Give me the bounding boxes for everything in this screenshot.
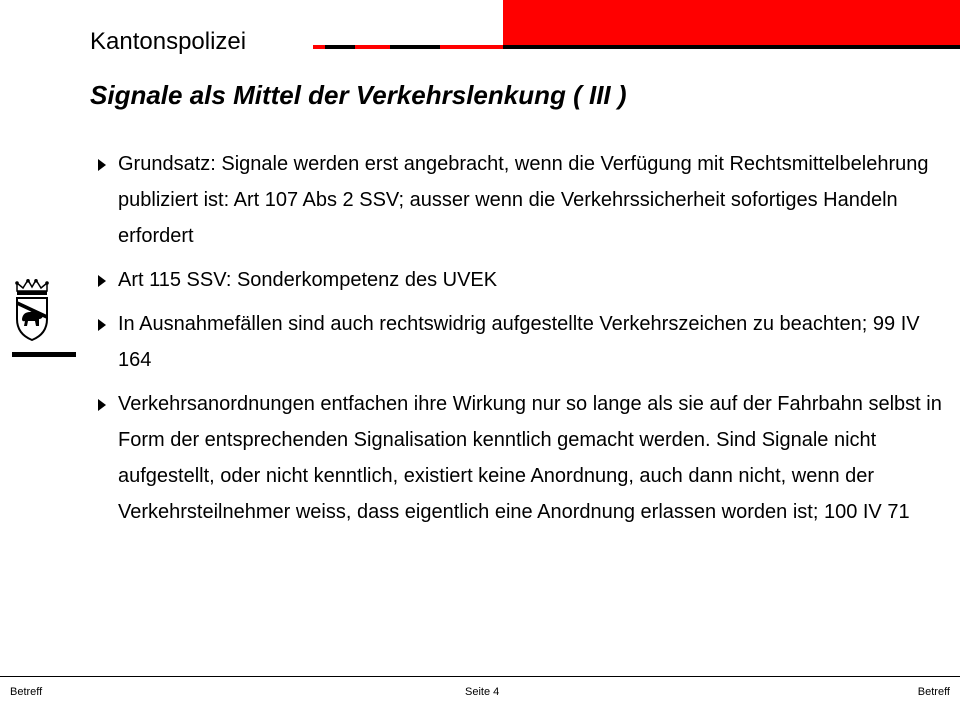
bullet-item [98,306,948,378]
footer-page-number: Seite 4 [465,686,500,698]
header-stripe-red [313,45,325,49]
org-name: Kantonspolizei [90,28,247,55]
footer-left-text: Betreff [10,686,43,698]
header-stripe-red [355,45,390,49]
bullet-item [98,262,948,298]
header-stripe-black [325,45,355,49]
triangle-bullet-icon [98,319,106,331]
coat-of-arms-bar [12,352,76,357]
bullet-item [98,146,948,254]
header-red-block [503,0,960,45]
triangle-bullet-icon [98,399,106,411]
triangle-bullet-icon [98,159,106,171]
header-stripe-black [503,45,960,49]
bern-coat-of-arms-icon [13,279,51,341]
bullet-text: Grundsatz: Signale werden erst angebracht, wenn die Verfügung mit Rechtsmittelbelehrung publiziert ist: Art 107 Abs 2 SSV; ausser wenn die Verkehrssicherheit sofortiges Handeln erfordert [118,153,929,247]
slide-title: Signale als Mittel der Verkehrslenkung ( III ) [90,80,627,110]
bullet-item [98,386,948,530]
header-stripe-black [390,45,440,49]
bullet-list [98,146,948,538]
bullet-text: In Ausnahmefällen sind auch rechtswidrig aufgestellte Verkehrszeichen zu beachten; 99 IV 164 [118,313,920,371]
footer-right-text: Betreff [917,686,950,698]
bullet-text: Verkehrsanordnungen entfachen ihre Wirkung nur so lange als sie auf der Fahrbahn selbst in Form der entsprechenden Signalisation kenntlich gemacht werden. Sind Signale nicht aufgestellt, oder nicht kenntlich, existiert keine Anordnung, auch dann nicht, wenn der Verkehrsteilnehmer weiss, dass eigentlich eine Anordnung erlassen worden ist; 100 IV 71 [118,393,942,523]
bullet-text: Art 115 SSV: Sonderkompetenz des UVEK [118,269,498,291]
triangle-bullet-icon [98,275,106,287]
header-stripe-red [440,45,503,49]
footer-divider [0,676,960,677]
